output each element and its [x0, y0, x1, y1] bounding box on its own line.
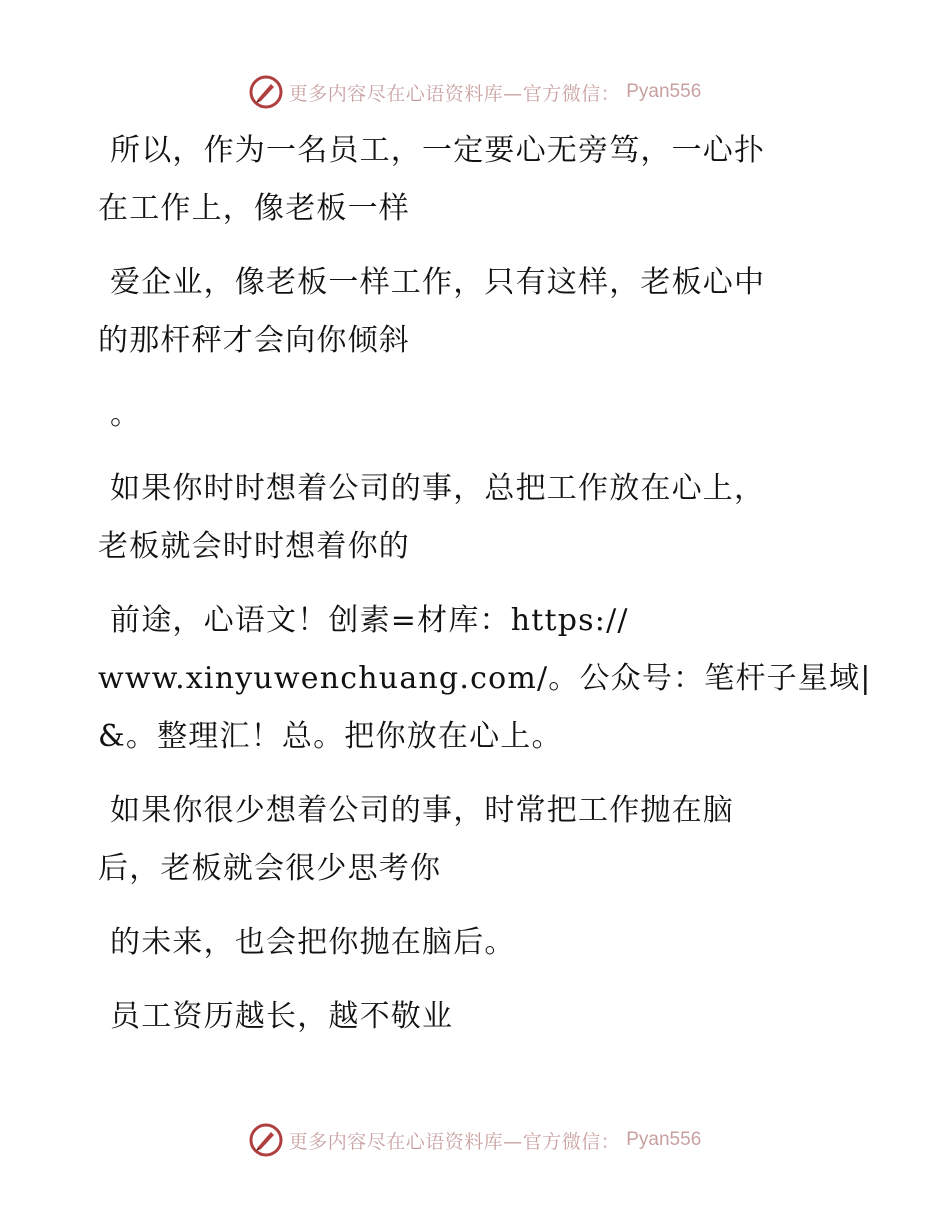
paragraph	[98, 386, 858, 444]
paragraph	[98, 122, 858, 238]
quill-logo-icon	[249, 75, 283, 109]
watermark-text: 更多内容尽在心语资料库—官方微信：	[288, 1130, 621, 1153]
paragraph-line: 所以，作为一名员工，一定要心无旁笃，一心扑	[110, 133, 766, 168]
paragraph-line: &。整理汇！总。把你放在心上。	[98, 719, 563, 754]
paragraph-line: 在工作上，像老板一样	[98, 191, 410, 226]
paragraph-line: 。	[110, 397, 142, 432]
footer-watermark	[0, 1120, 950, 1160]
paragraph	[98, 254, 858, 370]
watermark-id: Pyan556	[626, 1129, 702, 1150]
paragraph	[98, 460, 858, 576]
paragraph-line: www.xinyuwenchuang.com/。公众号：笔杆子星域|	[98, 661, 872, 696]
paragraph	[98, 782, 858, 898]
paragraph-line: 的那杆秤才会向你倾斜	[98, 323, 410, 358]
header-watermark	[0, 72, 950, 112]
paragraph-line: 如果你很少想着公司的事，时常把工作抛在脑	[110, 793, 734, 828]
paragraph	[98, 592, 872, 766]
paragraph-line: 老板就会时时想着你的	[98, 529, 410, 564]
paragraph-line: 的未来，也会把你抛在脑后。	[110, 925, 516, 960]
paragraph-line: 员工资历越长，越不敬业	[110, 999, 454, 1034]
quill-logo-icon	[249, 1123, 283, 1157]
watermark-text: 更多内容尽在心语资料库—官方微信：	[288, 82, 621, 105]
paragraph	[98, 914, 858, 972]
paragraph-line: 如果你时时想着公司的事，总把工作放在心上，	[110, 471, 766, 506]
document-body	[98, 122, 872, 1062]
paragraph-line: 前途，心语文！创素=材库：https://	[110, 603, 629, 638]
paragraph-line: 爱企业，像老板一样工作，只有这样，老板心中	[110, 265, 766, 300]
watermark-id: Pyan556	[626, 81, 702, 102]
paragraph	[98, 988, 858, 1046]
paragraph-line: 后，老板就会很少思考你	[98, 851, 442, 886]
